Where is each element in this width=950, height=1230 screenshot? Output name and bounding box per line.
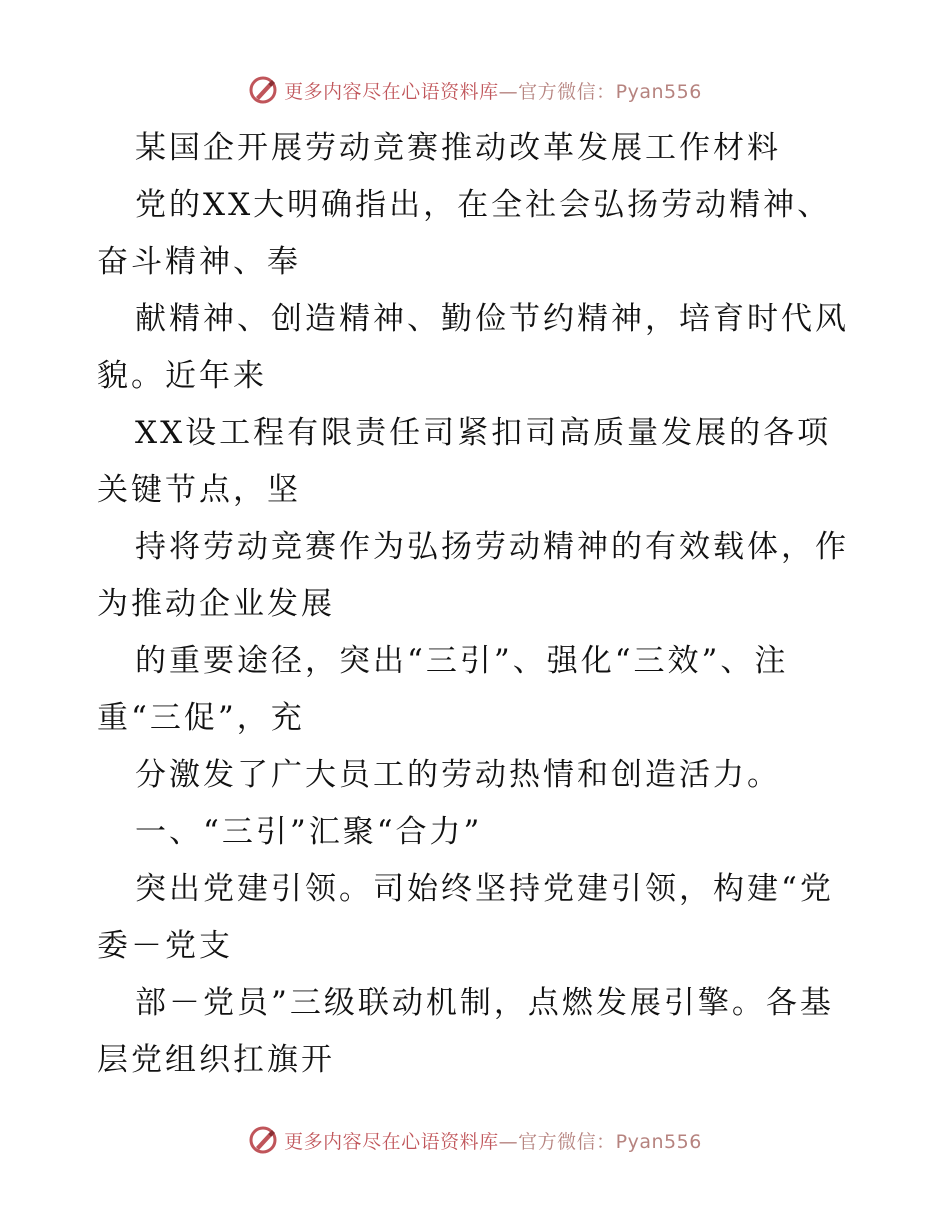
text-line: 突出党建引领。司始终坚持党建引领，构建“党: [135, 871, 834, 907]
watermark-dash: —: [498, 80, 519, 103]
text-line: 关键节点，坚: [97, 472, 301, 508]
watermark-header: [0, 70, 950, 110]
text-line: 貌。近年来: [97, 358, 267, 394]
text-line: 层党组织扛旗开: [97, 1042, 335, 1078]
text-line: 为推动企业发展: [97, 586, 335, 622]
text-line: 分激发了广大员工的劳动热情和创造活力。: [135, 757, 781, 793]
document-title: 某国企开展劳动竞赛推动改革发展工作材料: [135, 130, 781, 166]
watermark-contact: 官方微信：Pyan556: [518, 1130, 702, 1153]
text-line: 奋斗精神、奉: [97, 244, 301, 280]
document-body: [97, 120, 857, 1089]
text-line: 部－党员”三级联动机制，点燃发展引擎。各基: [135, 985, 834, 1021]
text-line: 持将劳动竞赛作为弘扬劳动精神的有效载体，作: [135, 529, 849, 565]
watermark-text: [284, 77, 702, 104]
text-line: 党的XX大明确指出，在全社会弘扬劳动精神、: [135, 187, 832, 223]
section-heading: 一、“三引”汇聚“合力”: [135, 814, 483, 850]
pen-logo-icon: [248, 1125, 278, 1155]
text-line: 委－党支: [97, 928, 233, 964]
watermark-main: 更多内容尽在心语资料库: [284, 80, 499, 103]
text-line: XX设工程有限责任司紧扣司高质量发展的各项: [135, 415, 832, 451]
watermark-main: 更多内容尽在心语资料库: [284, 1130, 499, 1153]
pen-logo-icon: [248, 75, 278, 105]
watermark-contact: 官方微信：Pyan556: [518, 80, 702, 103]
watermark-text: [284, 1127, 702, 1154]
watermark-dash: —: [498, 1130, 519, 1153]
text-line: 的重要途径，突出“三引”、强化“三效”、注: [135, 643, 789, 679]
watermark-footer: [0, 1120, 950, 1160]
text-line: 献精神、创造精神、勤俭节约精神，培育时代风: [135, 301, 849, 337]
text-line: 重“三促”，充: [97, 700, 305, 736]
